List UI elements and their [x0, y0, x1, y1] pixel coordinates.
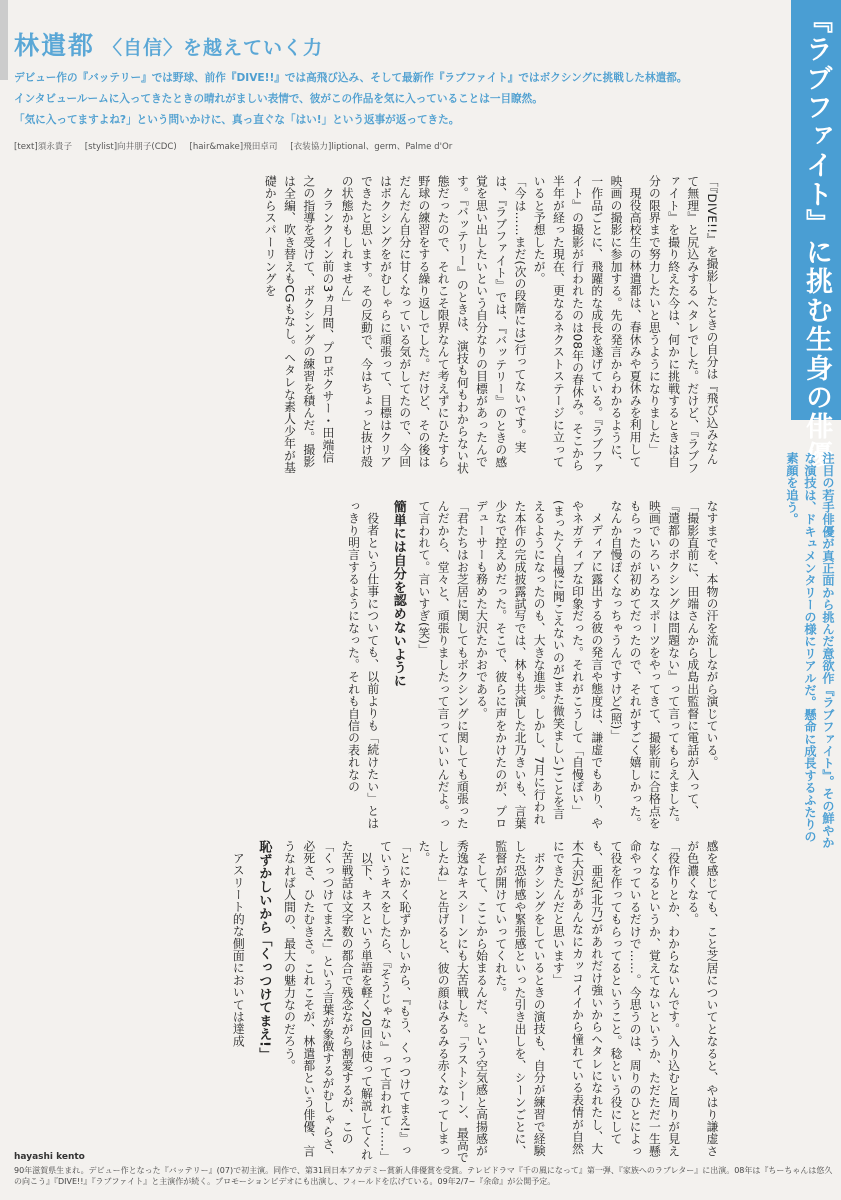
- paragraph: 役者という仕事についても、以前よりも「続けたい」とはっきり明言するようになった。それも自信の表れなの: [346, 500, 380, 829]
- title-subtitle: 〈自信〉を越えていく力: [103, 37, 324, 59]
- paragraph: 「撮影直前に、田端さんから成島出監督に電話が入って、『遣都のボクシングは問題ない』って言ってもらえました。映画でいろいろなスポーツをやってきて、撮影前に合格点をもらったのが初めてだったので、それがすごく嬉しかった。なんか自慢ぽくなっちゃうんですけど(照)」: [608, 500, 700, 830]
- article-column-3: [111, 840, 721, 1165]
- paragraph: 「役作りとか、わからないんです。入り込むと周りが見えなくなるというか、覚えてないというか、ただただ一生懸命やっているだけで……。今思うのは、周りのひとによって役を作ってもらってるということ。稔という役にしても、亜紀(北乃)があれだけ強いからヘタレになれたし、大木(大沢)があんなにカッコイイから憧れている表情が自然にできたんだと思います」: [551, 840, 681, 1158]
- lead-line: 「気に入ってますよね?」という問いかけに、真っ直ぐな「はい!」という返事が返ってきた。: [14, 114, 460, 126]
- credits: [14, 140, 462, 152]
- paragraph: そして、ここから始まるんだ、という空気感と高揚感が秀逸なキスシーンにも大苦戦した。「ラストシーン、最高でしたね」と告げると、彼の顔はみるみる赤くなってしまった。: [416, 840, 489, 1164]
- side-lead: [727, 452, 837, 852]
- title-name: 林遣都: [14, 31, 96, 60]
- paragraph: なすまでを、本物の汗を流しながら演じている。: [705, 500, 719, 769]
- section-heading: 簡単には自分を認めないように: [390, 500, 406, 688]
- paragraph: ボクシングをしているときの演技も、自分が練習で経験した恐怖感や緊張感といった引き出しを、シーンごとに、監督が開けていってくれた。: [493, 840, 547, 1158]
- credit-stylist: [stylist]向井朋子(CDC): [84, 142, 177, 152]
- credit-hair: [hair&make]飛田卓司: [189, 142, 278, 152]
- page-edge-tab: [0, 0, 8, 80]
- paragraph: 「君たちはお芝居に関してもボクシングに関しても頑張ったんだから、堂々と、頑張りましたって言っていいんだよ。って言われて。言いすぎ(笑)」: [416, 500, 470, 830]
- profile-text: 90年滋賀県生まれ。デビュー作となった『バッテリー』(07)で初主演。同作で、第31回日本アカデミー賞新人俳優賞を受賞。テレビドラマ『千の風になって』第一弾、『家族へのラブレター』に出演。08年は『ちーちゃんは悠久の向こう』『DIVE!!』『ラブファイト』と主演作が続く。プロモーションビデオにも出演し、フィールドを広げている。09年2/7~『余命』が公開予定。: [14, 1166, 833, 1186]
- paragraph: 「今は……まだ(次の段階には)行ってないです。実は、『ラブファイト』では、『バッテリー』のときの感覚を思い出したいという自分なりの目標があったんです。『バッテリー』のときは、演技も何もわからない状態だったので、それこそ限界なんて考えずにひたすら野球の練習をする繰り返しでした。だけど、その後はだんだん自分に甘くなっている気がしてたので、今回はボクシングをがむしゃらに頑張って、目標はクリアできたと思います。その反動で、今はちょっと抜け殻の状態かもしれません」: [340, 175, 527, 475]
- credit-costume: [衣装協力]liptional、germ、Palme d'Or: [290, 142, 453, 152]
- vertical-headline: 『ラブファイト』に挑む生身の俳優: [801, 6, 832, 470]
- article-column-2: [81, 500, 721, 830]
- paragraph: 「『DIVE!!』を撮影したときの自分は『飛び込みなんて無理』と尻込みするヘタレでした。だけど、『ラブファイト』を撮り終えた今は、何かに挑戦するときは自分の限界まで努力したいと思うようになりました」: [647, 175, 719, 475]
- profile-box: [14, 1152, 834, 1187]
- profile-name: hayashi kento: [14, 1152, 85, 1162]
- credit-text: [text]須永貴子: [14, 142, 73, 152]
- paragraph: クランクイン前の3ヵ月間、プロボクサー・田端信之の指導を受けて、ボクシングの練習を積んだ。撮影は全編、吹き替えもCGもなし。ヘタレな素人少年が基礎からスパーリングを: [263, 175, 335, 474]
- section-heading: 恥ずかしいから「くっつけてまえ!」: [256, 840, 272, 1061]
- paragraph: 以下、キスという単語を軽く20回は使って解説してくれた苦戦話は文字数の都合で残念ながら割愛するが、この「くっつけてまえ!」という言葉が象徴するがむしゃらさ、必死さ、ひたむきさ。これこそが、林遣都という俳優、言うなれば人間の、最大の魅力なのだろう。: [282, 840, 374, 1163]
- paragraph: アスリート的な側面においては達成: [231, 851, 246, 1047]
- paragraph: メディアに露出する彼の発言や態度は、謙虚でもあり、ややネガティブな印象だった。それがこうして「自慢ぽい」(まったく自慢に聞こえないのが)また微笑ましい)ことを言えるようになったのも、大きな進歩。しかし、7月に行われた本作の完成披露試写では、林も共演した北乃きいも、言葉少なで控えめだった。そこで、彼らに声をかけたのが、プロデューサーも務めた大沢たかおである。: [474, 500, 604, 830]
- article-column-1: [81, 175, 721, 475]
- paragraph: 現役高校生の林遣都は、春休みや夏休みを利用して映画の撮影に参加する。先の発言からわかるように、一作品ごとに、飛躍的な成長を遂げている。『ラブファイト』の撮影が行われたのは08年の春休み。そこから半年が経った現在、更なるネクストステージに立っていると予想したが。: [532, 175, 643, 475]
- paragraph: 「とにかく恥ずかしいから、『もう、くっつけてまえ!』っていうキスをしたら、『そうじゃない』って言われて……」: [378, 840, 412, 1164]
- page-title: [14, 26, 323, 62]
- side-lead-text: 注目の若手俳優が真正面から挑んだ意欲作『ラブファイト』。その鮮やかな演技は、ドキュメンタリーの様にリアルだ。懸命に成長するふたりの素顔を追う。: [785, 452, 835, 849]
- lead-paragraph: [14, 68, 764, 131]
- paragraph: 感を感じても、こと芝居についてとなると、やはり謙虚さが色濃くなる。: [685, 840, 719, 1158]
- lead-line: デビュー作の『バッテリー』では野球、前作『DIVE!!』では高飛び込み、そして最新作『ラブファイト』ではボクシングに挑戦した林遣都。: [14, 72, 688, 84]
- lead-line: インタビュールームに入ってきたときの晴れがましい表情で、彼がこの作品を気に入っていることは一目瞭然。: [14, 93, 543, 105]
